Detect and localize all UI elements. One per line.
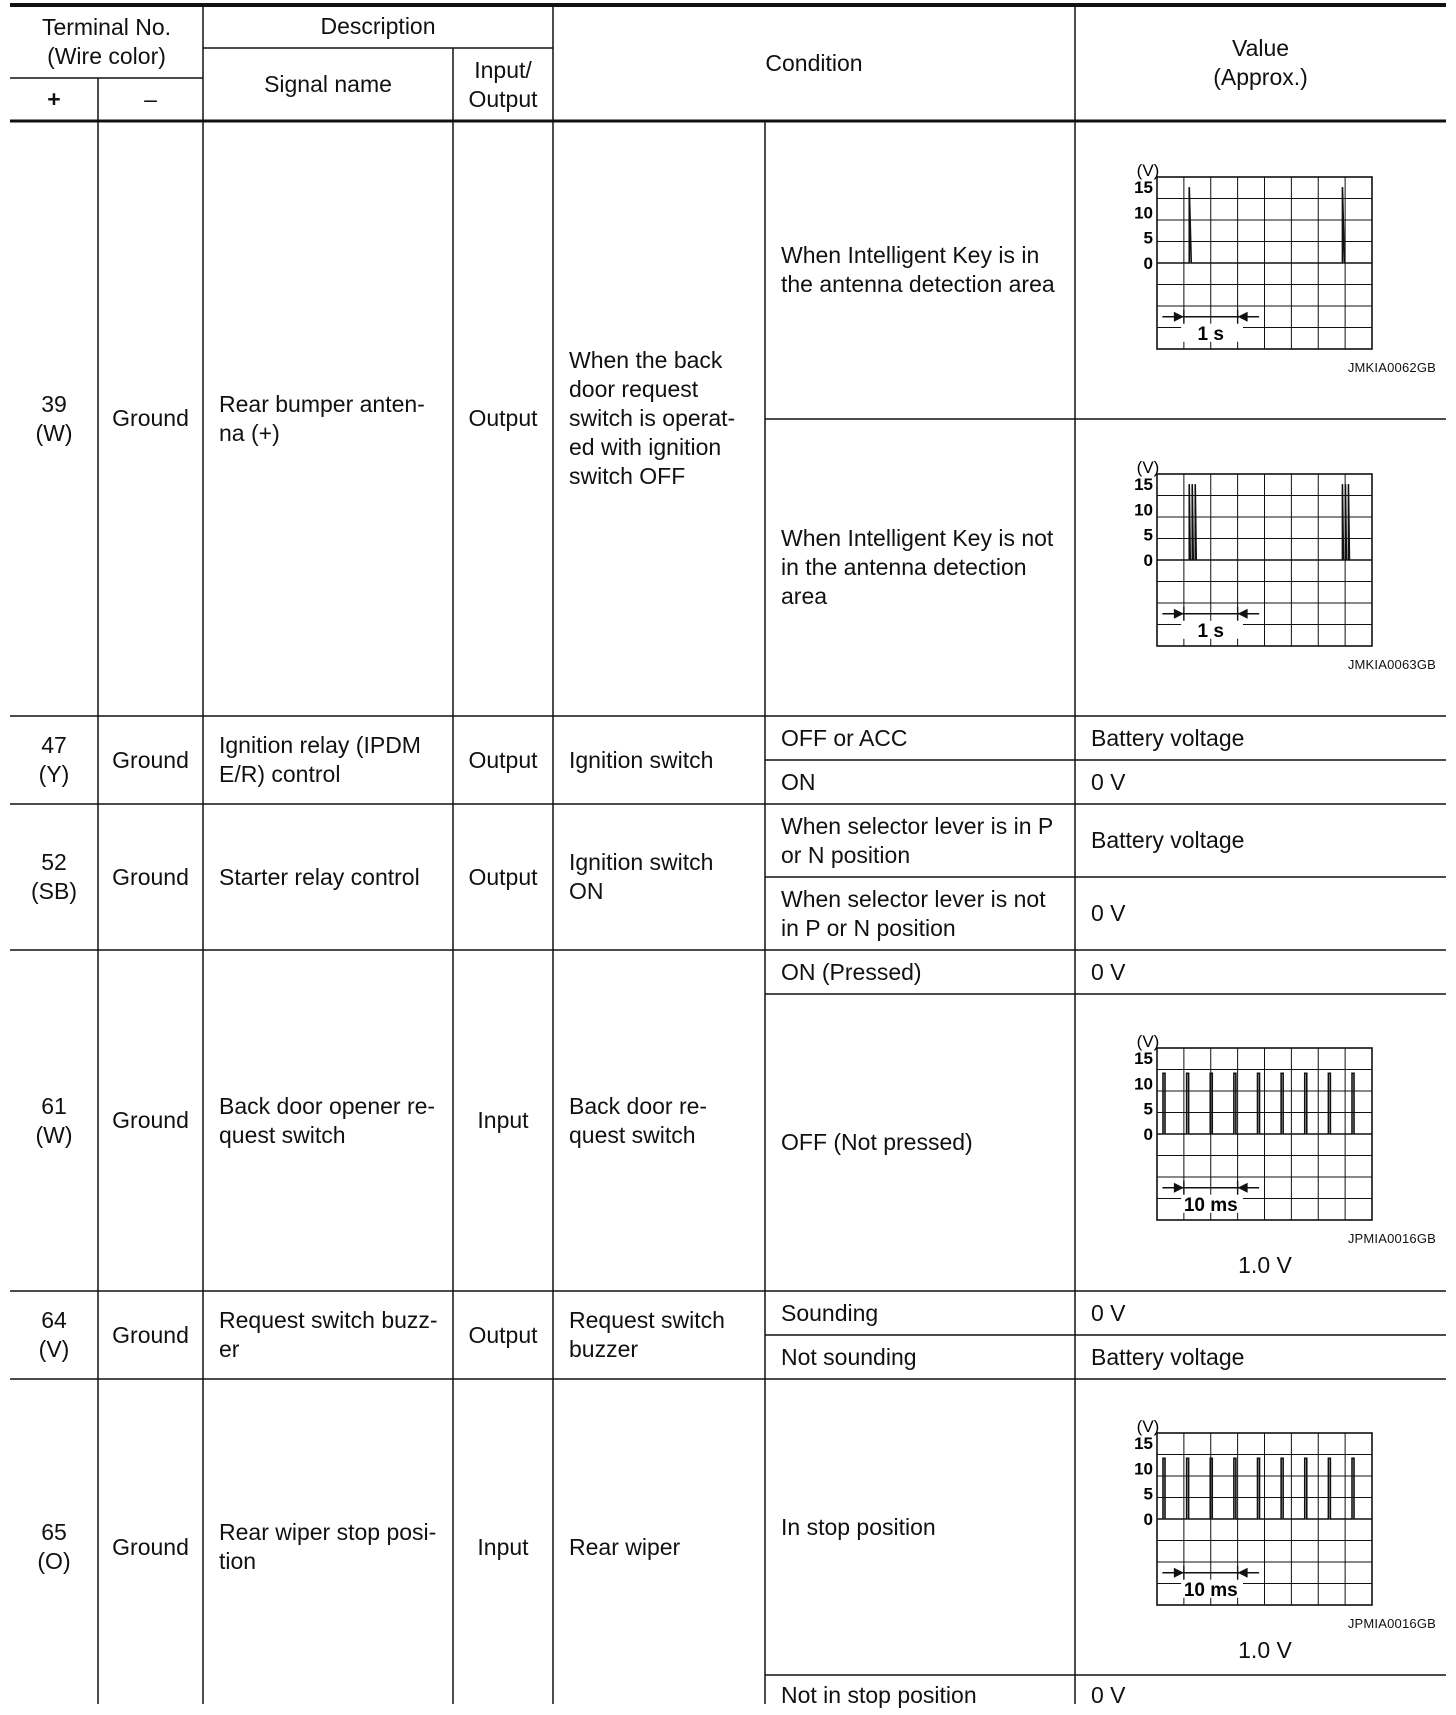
y-unit-label: (V) <box>1136 163 1160 180</box>
condition-sub: In stop position <box>781 1513 936 1540</box>
condition-sub: OFF or ACC <box>781 724 908 751</box>
time-arrow-left <box>1174 1568 1184 1578</box>
figure-code: JMKIA0062GB <box>1347 360 1436 375</box>
value: 0 V <box>1091 958 1126 985</box>
terminal-minus: Ground <box>112 405 189 431</box>
condition-sub: ON <box>781 768 816 795</box>
time-scale-label: 10 ms <box>1183 1579 1238 1601</box>
condition-main: Ignition switch <box>569 746 714 773</box>
y-tick-label: 10 <box>1134 500 1153 520</box>
io-type: Output <box>468 405 538 431</box>
figure-code: JPMIA0016GB <box>1347 1231 1436 1246</box>
header-minus: – <box>144 86 157 112</box>
terminal-minus: Ground <box>112 1107 189 1133</box>
time-scale-label: 1 s <box>1197 323 1224 345</box>
value: Battery voltage <box>1091 724 1245 751</box>
condition-main: Ignition switch ON <box>569 849 714 904</box>
y-tick-label: 0 <box>1143 1510 1153 1529</box>
time-scale-label: 10 ms <box>1183 1194 1238 1216</box>
value: 0 V <box>1091 900 1126 926</box>
value: 0 V <box>1091 1299 1126 1326</box>
y-unit-label: (V) <box>1136 460 1160 477</box>
signal-name: Starter relay control <box>219 863 420 890</box>
header-input-output: Input/ Output <box>468 56 538 112</box>
time-arrow-right <box>1238 609 1248 619</box>
terminal-minus: Ground <box>112 1533 189 1560</box>
value: 0 V <box>1091 1681 1126 1708</box>
oscilloscope-waveform <box>1120 163 1390 363</box>
terminal-plus-61: 61 (W) <box>35 1092 73 1148</box>
value: 0 V <box>1091 768 1126 795</box>
y-tick-label: 0 <box>1143 254 1153 273</box>
condition-sub: OFF (Not pressed) <box>781 1129 973 1155</box>
signal-name: Request switch buzz- er <box>219 1307 438 1362</box>
time-arrow-right <box>1238 1568 1248 1578</box>
condition-sub: Not in stop position <box>781 1681 977 1708</box>
time-arrow-left <box>1174 1183 1184 1193</box>
signal-name: Ignition relay (IPDM E/R) control <box>219 732 421 787</box>
signal-name: Rear bumper anten- na (+) <box>219 390 425 446</box>
y-unit-label: (V) <box>1136 1419 1160 1436</box>
terminal-plus-65: 65 (O) <box>37 1519 71 1574</box>
time-arrow-left <box>1174 609 1184 619</box>
condition-sub: When selector lever is not in P or N position <box>781 885 1046 941</box>
signal-name: Back door opener re- quest switch <box>219 1092 436 1148</box>
terminal-plus-52: 52 (SB) <box>31 849 77 904</box>
condition-sub: When Intelligent Key is not in the antenna detection area <box>781 525 1054 609</box>
io-type: Output <box>468 863 538 890</box>
oscilloscope-waveform <box>1120 1034 1390 1234</box>
header-plus: + <box>47 86 61 112</box>
oscilloscope-waveform <box>1120 1419 1390 1619</box>
y-tick-label: 10 <box>1134 1459 1153 1479</box>
y-tick-label: 10 <box>1134 203 1153 223</box>
condition-sub: When selector lever is in P or N position <box>781 812 1054 868</box>
condition-sub: When Intelligent Key is in the antenna detection area <box>781 242 1055 297</box>
y-tick-label: 15 <box>1134 1049 1153 1069</box>
time-scale-label: 1 s <box>1197 620 1224 642</box>
time-arrow-left <box>1174 312 1184 322</box>
y-tick-label: 15 <box>1134 178 1153 198</box>
value: Battery voltage <box>1091 1343 1245 1370</box>
y-tick-label: 10 <box>1134 1074 1153 1094</box>
condition-main: When the back door request switch is operat- ed with ignition switch OFF <box>569 347 736 489</box>
signal-name: Rear wiper stop posi- tion <box>219 1519 437 1574</box>
header-signal-name: Signal name <box>264 71 392 97</box>
io-type: Output <box>468 1321 538 1348</box>
terminal-plus-47: 47 (Y) <box>38 732 70 787</box>
time-arrow-right <box>1238 1183 1248 1193</box>
terminal-minus: Ground <box>112 863 189 890</box>
terminal-plus-39: 39 (W) <box>35 390 73 446</box>
terminal-minus: Ground <box>112 746 189 773</box>
condition-main: Rear wiper <box>569 1533 681 1560</box>
header-description: Description <box>320 13 436 39</box>
terminal-minus: Ground <box>112 1321 189 1348</box>
value: Battery voltage <box>1091 827 1245 853</box>
y-tick-label: 5 <box>1143 1484 1153 1504</box>
y-tick-label: 15 <box>1134 1434 1153 1454</box>
time-arrow-right <box>1238 312 1248 322</box>
io-type: Input <box>477 1533 529 1560</box>
condition-main: Back door re- quest switch <box>569 1092 708 1148</box>
approx-value: 1.0 V <box>1238 1637 1292 1663</box>
io-type: Output <box>468 746 538 773</box>
io-type: Input <box>477 1107 529 1133</box>
y-unit-label: (V) <box>1136 1034 1160 1051</box>
y-tick-label: 5 <box>1143 525 1153 545</box>
y-tick-label: 5 <box>1143 228 1153 248</box>
y-tick-label: 15 <box>1134 475 1153 495</box>
oscilloscope-waveform <box>1120 460 1390 660</box>
condition-sub: Not sounding <box>781 1343 917 1370</box>
figure-code: JPMIA0016GB <box>1347 1616 1436 1631</box>
header-condition: Condition <box>765 49 863 76</box>
header-terminal-no: Terminal No. (Wire color) <box>41 13 172 69</box>
condition-sub: ON (Pressed) <box>781 958 922 985</box>
condition-main: Request switch buzzer <box>569 1307 725 1362</box>
approx-value: 1.0 V <box>1238 1252 1292 1278</box>
terminal-plus-64: 64 (V) <box>38 1307 70 1362</box>
y-tick-label: 0 <box>1143 551 1153 570</box>
y-tick-label: 5 <box>1143 1099 1153 1119</box>
condition-sub: Sounding <box>781 1299 879 1326</box>
y-tick-label: 0 <box>1143 1125 1153 1144</box>
figure-code: JMKIA0063GB <box>1347 657 1436 672</box>
header-value: Value (Approx.) <box>1213 35 1308 90</box>
